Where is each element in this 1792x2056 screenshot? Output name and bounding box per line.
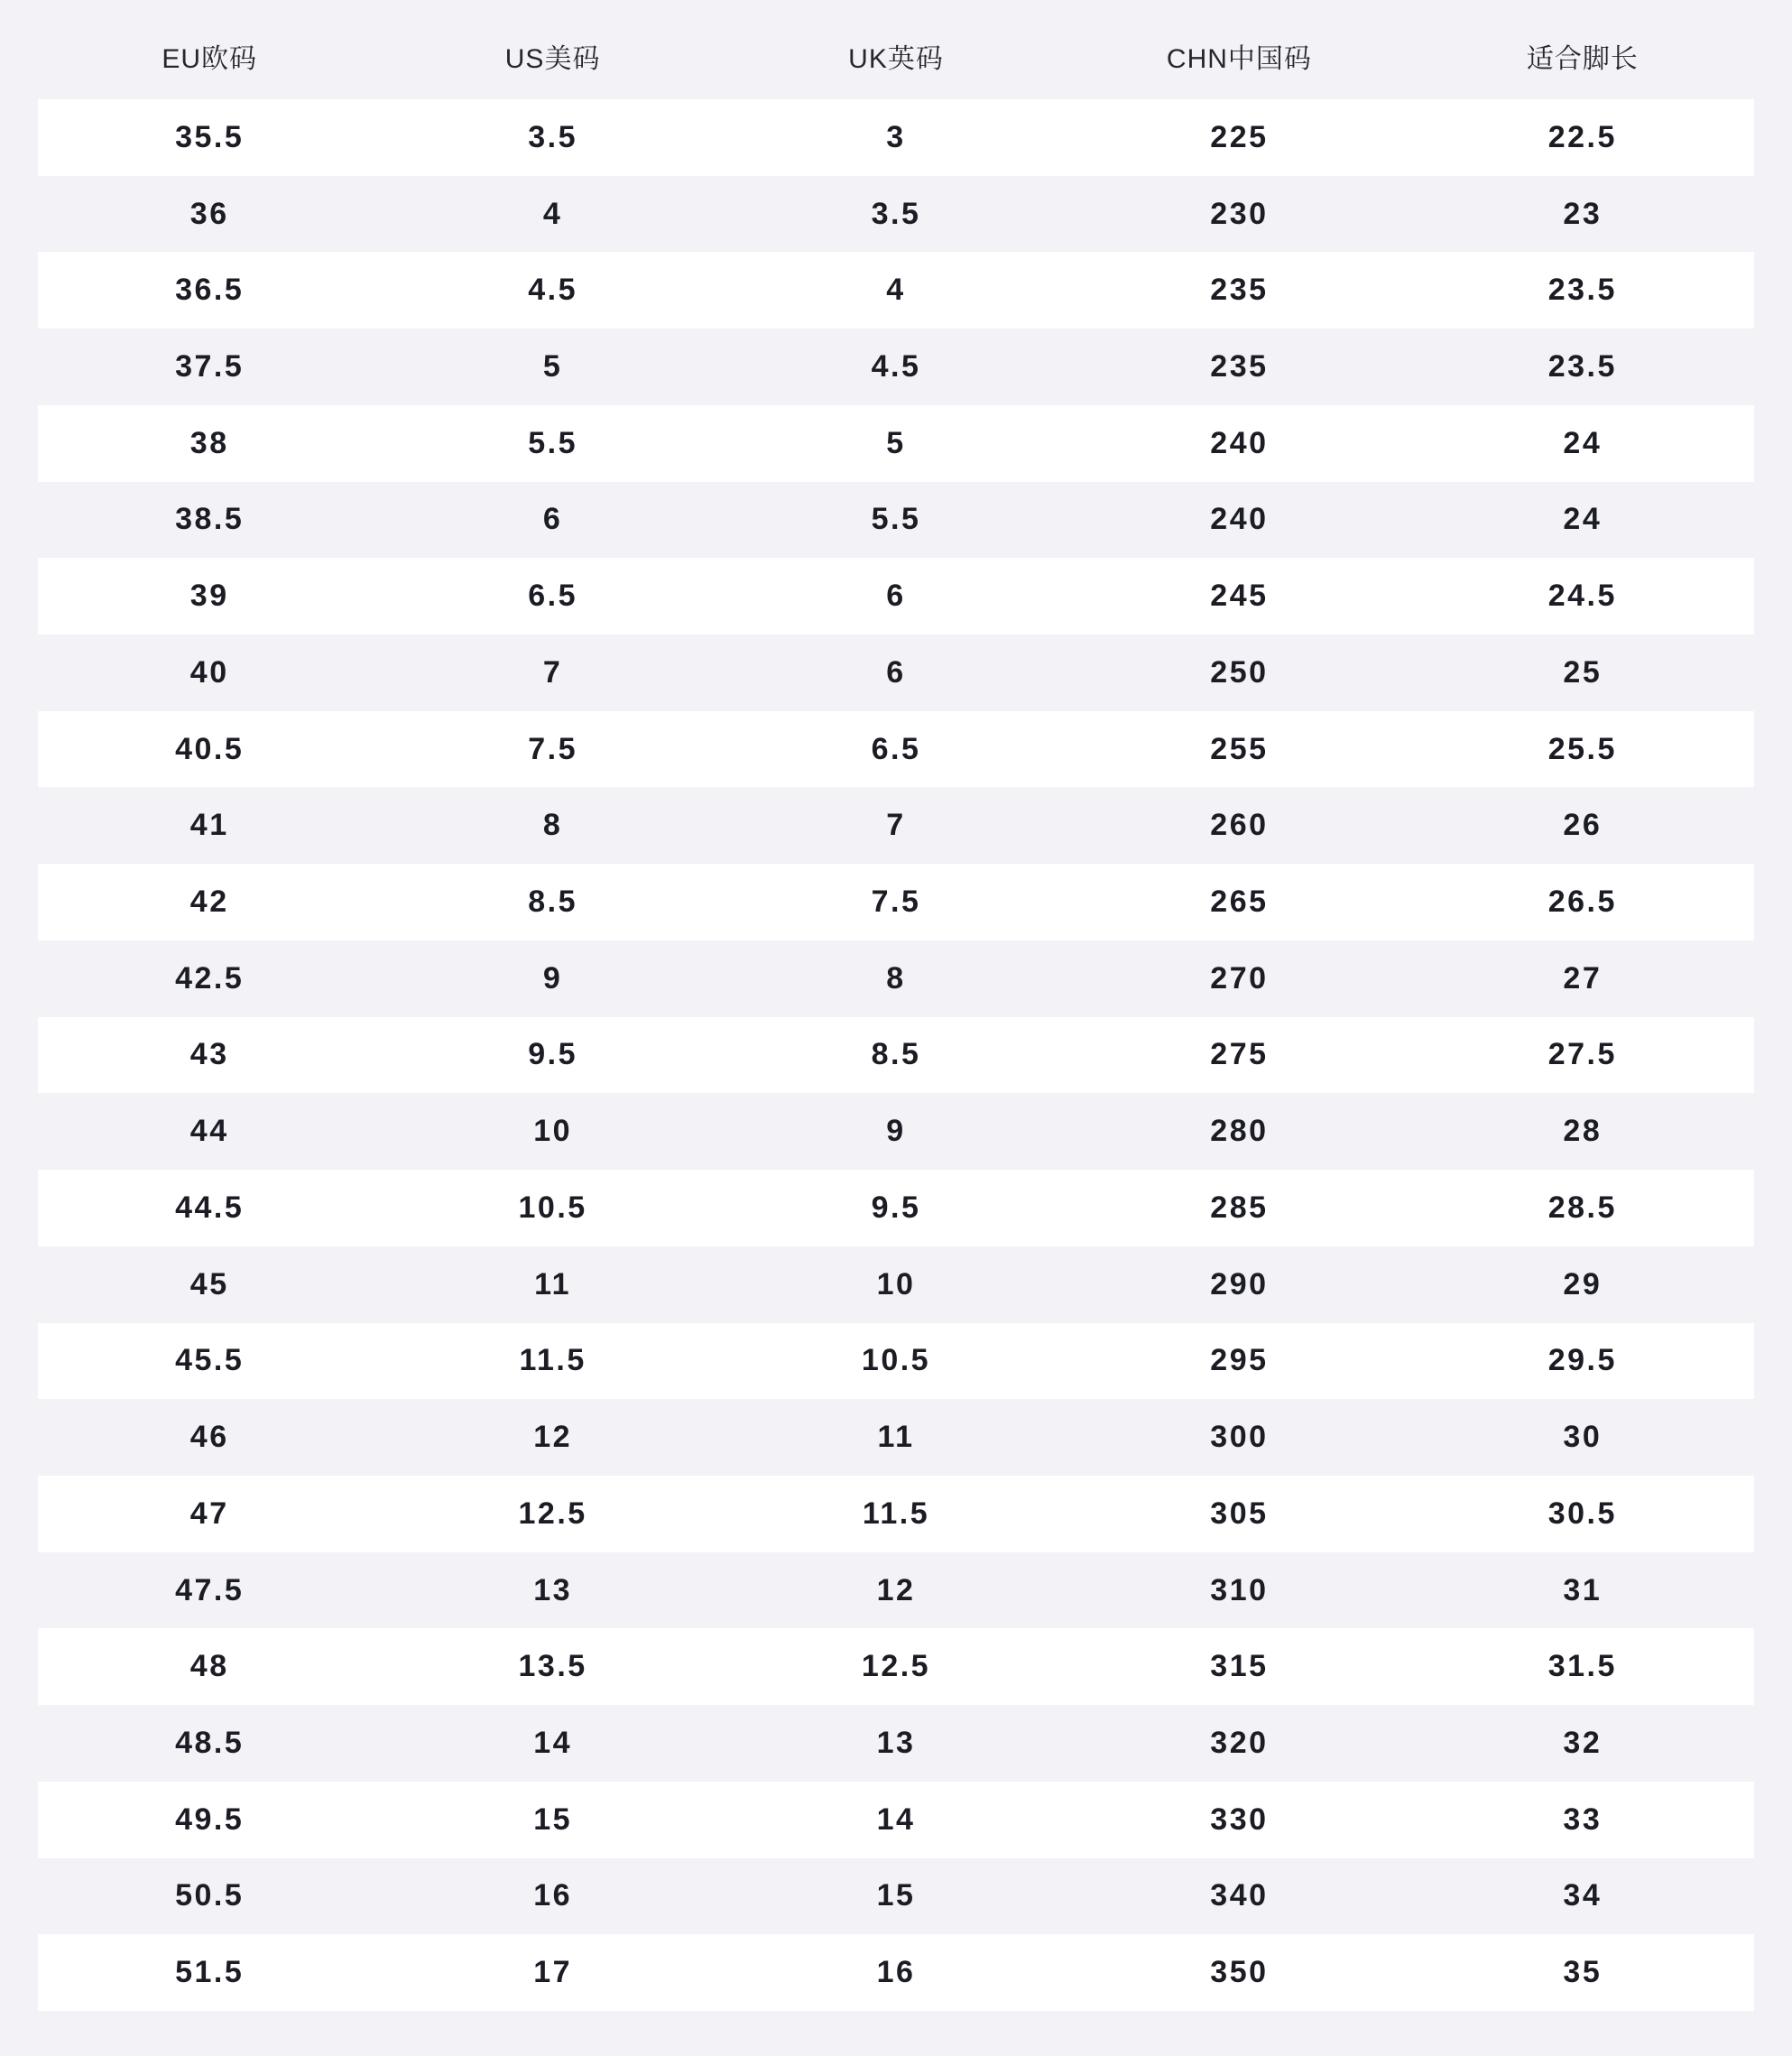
table-body: [0, 99, 1792, 2011]
cell-eu: 49.5: [175, 1801, 245, 1837]
cell-uk: 9.5: [871, 1190, 921, 1225]
table-row: [38, 1782, 1754, 1858]
cell-foot-length: 24: [1563, 502, 1603, 537]
table-row: [38, 1246, 1754, 1323]
cell-uk: 8: [886, 960, 906, 996]
table-row: [38, 864, 1754, 940]
table-row: [38, 1170, 1754, 1246]
cell-chn: 225: [1210, 119, 1269, 154]
table-row: [38, 1017, 1754, 1094]
cell-us: 17: [533, 1955, 573, 1990]
table-header-row: [0, 0, 1792, 99]
table-row: [38, 787, 1754, 864]
cell-uk: 5: [886, 425, 906, 460]
cell-foot-length: 22.5: [1547, 119, 1617, 154]
cell-eu: 47: [189, 1496, 229, 1531]
cell-chn: 240: [1210, 502, 1269, 537]
cell-us: 6: [542, 502, 563, 537]
cell-us: 13: [533, 1572, 573, 1607]
cell-uk: 3.5: [871, 196, 921, 231]
cell-uk: 4.5: [871, 349, 921, 384]
cell-us: 11: [534, 1266, 572, 1301]
column-header-chn: CHN中国码: [1166, 44, 1312, 74]
cell-chn: 330: [1210, 1801, 1269, 1837]
cell-eu: 38.5: [175, 502, 245, 537]
table-row: [38, 405, 1754, 482]
cell-chn: 295: [1210, 1343, 1269, 1378]
cell-uk: 9: [886, 1114, 906, 1149]
cell-us: 7.5: [528, 731, 577, 766]
cell-foot-length: 27.5: [1547, 1037, 1617, 1072]
cell-uk: 7: [886, 808, 906, 843]
cell-foot-length: 27: [1563, 960, 1603, 996]
cell-eu: 36.5: [175, 273, 245, 308]
table-row: [38, 1628, 1754, 1705]
cell-foot-length: 26.5: [1547, 884, 1617, 920]
cell-us: 8: [542, 808, 563, 843]
cell-eu: 39: [189, 579, 229, 614]
cell-us: 10.5: [518, 1190, 587, 1225]
cell-uk: 12.5: [861, 1649, 931, 1684]
table-row: [38, 482, 1754, 559]
cell-chn: 340: [1210, 1878, 1269, 1913]
cell-us: 12.5: [518, 1496, 587, 1531]
cell-eu: 44: [189, 1114, 229, 1149]
column-header-uk: UK英码: [848, 44, 944, 74]
cell-foot-length: 28: [1563, 1114, 1603, 1149]
table-row: [38, 1934, 1754, 2011]
table-row: [38, 711, 1754, 788]
cell-chn: 250: [1210, 654, 1269, 690]
column-header-us: US美码: [504, 44, 601, 74]
cell-foot-length: 30: [1563, 1420, 1603, 1455]
cell-uk: 6.5: [871, 731, 921, 766]
cell-foot-length: 29.5: [1547, 1343, 1617, 1378]
cell-foot-length: 30.5: [1547, 1496, 1617, 1531]
cell-foot-length: 23.5: [1547, 273, 1617, 308]
table-row: [38, 558, 1754, 634]
cell-us: 5: [542, 349, 563, 384]
table-row: [38, 1093, 1754, 1170]
cell-us: 6.5: [528, 579, 577, 614]
cell-us: 13.5: [518, 1649, 587, 1684]
cell-uk: 12: [876, 1572, 916, 1607]
cell-foot-length: 28.5: [1547, 1190, 1617, 1225]
cell-chn: 255: [1210, 731, 1269, 766]
cell-chn: 280: [1210, 1114, 1269, 1149]
cell-eu: 40: [189, 654, 229, 690]
table-row: [38, 634, 1754, 711]
cell-chn: 260: [1210, 808, 1269, 843]
cell-eu: 42.5: [175, 960, 245, 996]
table-row: [38, 176, 1754, 253]
cell-uk: 11.5: [862, 1496, 930, 1531]
cell-chn: 310: [1210, 1572, 1269, 1607]
table-row: [38, 252, 1754, 329]
cell-uk: 5.5: [871, 502, 921, 537]
cell-chn: 230: [1210, 196, 1269, 231]
cell-chn: 235: [1210, 349, 1269, 384]
cell-us: 7: [542, 654, 563, 690]
cell-chn: 240: [1210, 425, 1269, 460]
cell-foot-length: 31: [1563, 1572, 1603, 1607]
cell-eu: 48.5: [175, 1725, 245, 1760]
cell-us: 4.5: [528, 273, 577, 308]
cell-uk: 11: [877, 1420, 915, 1455]
cell-foot-length: 24: [1563, 425, 1603, 460]
cell-foot-length: 29: [1563, 1266, 1603, 1301]
cell-eu: 43: [189, 1037, 229, 1072]
cell-foot-length: 33: [1563, 1801, 1603, 1837]
cell-chn: 265: [1210, 884, 1269, 920]
table-row: [38, 329, 1754, 405]
cell-eu: 41: [189, 808, 229, 843]
column-header-foot-length: 适合脚长: [1526, 44, 1639, 74]
cell-foot-length: 32: [1563, 1725, 1603, 1760]
cell-chn: 320: [1210, 1725, 1269, 1760]
table-row: [38, 1323, 1754, 1400]
cell-foot-length: 25: [1563, 654, 1603, 690]
cell-eu: 36: [189, 196, 229, 231]
cell-uk: 7.5: [871, 884, 921, 920]
table-row: [38, 1552, 1754, 1629]
cell-uk: 6: [886, 654, 906, 690]
cell-us: 5.5: [528, 425, 577, 460]
cell-foot-length: 31.5: [1547, 1649, 1617, 1684]
cell-uk: 13: [876, 1725, 916, 1760]
cell-eu: 50.5: [175, 1878, 245, 1913]
cell-us: 9: [542, 960, 563, 996]
table-row: [38, 99, 1754, 176]
cell-uk: 3: [886, 119, 906, 154]
cell-eu: 35.5: [175, 119, 245, 154]
cell-chn: 305: [1210, 1496, 1269, 1531]
cell-us: 15: [533, 1801, 573, 1837]
cell-eu: 51.5: [175, 1955, 245, 1990]
column-header-eu: EU欧码: [162, 44, 258, 74]
cell-chn: 235: [1210, 273, 1269, 308]
table-row: [38, 1476, 1754, 1552]
cell-foot-length: 23: [1563, 196, 1603, 231]
cell-us: 16: [533, 1878, 573, 1913]
cell-us: 3.5: [528, 119, 577, 154]
cell-uk: 8.5: [871, 1037, 921, 1072]
cell-chn: 245: [1210, 579, 1269, 614]
cell-uk: 15: [876, 1878, 916, 1913]
cell-chn: 315: [1210, 1649, 1269, 1684]
cell-us: 9.5: [528, 1037, 577, 1072]
cell-chn: 300: [1210, 1420, 1269, 1455]
cell-uk: 16: [876, 1955, 916, 1990]
cell-foot-length: 24.5: [1547, 579, 1617, 614]
cell-chn: 290: [1210, 1266, 1269, 1301]
table-row: [38, 1399, 1754, 1476]
cell-foot-length: 23.5: [1547, 349, 1617, 384]
cell-us: 4: [542, 196, 563, 231]
cell-eu: 44.5: [175, 1190, 245, 1225]
cell-chn: 270: [1210, 960, 1269, 996]
cell-us: 12: [533, 1420, 573, 1455]
cell-uk: 6: [886, 579, 906, 614]
cell-us: 11.5: [519, 1343, 587, 1378]
cell-foot-length: 26: [1563, 808, 1603, 843]
cell-foot-length: 25.5: [1547, 731, 1617, 766]
cell-us: 10: [533, 1114, 573, 1149]
cell-eu: 45.5: [175, 1343, 245, 1378]
cell-uk: 4: [886, 273, 906, 308]
cell-foot-length: 34: [1563, 1878, 1603, 1913]
cell-eu: 38: [189, 425, 229, 460]
cell-eu: 37.5: [175, 349, 245, 384]
cell-eu: 45: [189, 1266, 229, 1301]
cell-uk: 10: [876, 1266, 916, 1301]
cell-uk: 10.5: [861, 1343, 931, 1378]
cell-chn: 350: [1210, 1955, 1269, 1990]
cell-eu: 47.5: [175, 1572, 245, 1607]
cell-eu: 46: [189, 1420, 229, 1455]
cell-foot-length: 35: [1563, 1955, 1603, 1990]
cell-chn: 275: [1210, 1037, 1269, 1072]
cell-us: 14: [533, 1725, 573, 1760]
table-row: [38, 1705, 1754, 1782]
cell-chn: 285: [1210, 1190, 1269, 1225]
cell-uk: 14: [876, 1801, 916, 1837]
cell-eu: 48: [189, 1649, 229, 1684]
cell-eu: 40.5: [175, 731, 245, 766]
cell-eu: 42: [189, 884, 229, 920]
cell-us: 8.5: [528, 884, 577, 920]
table-row: [38, 940, 1754, 1017]
table-row: [38, 1858, 1754, 1935]
